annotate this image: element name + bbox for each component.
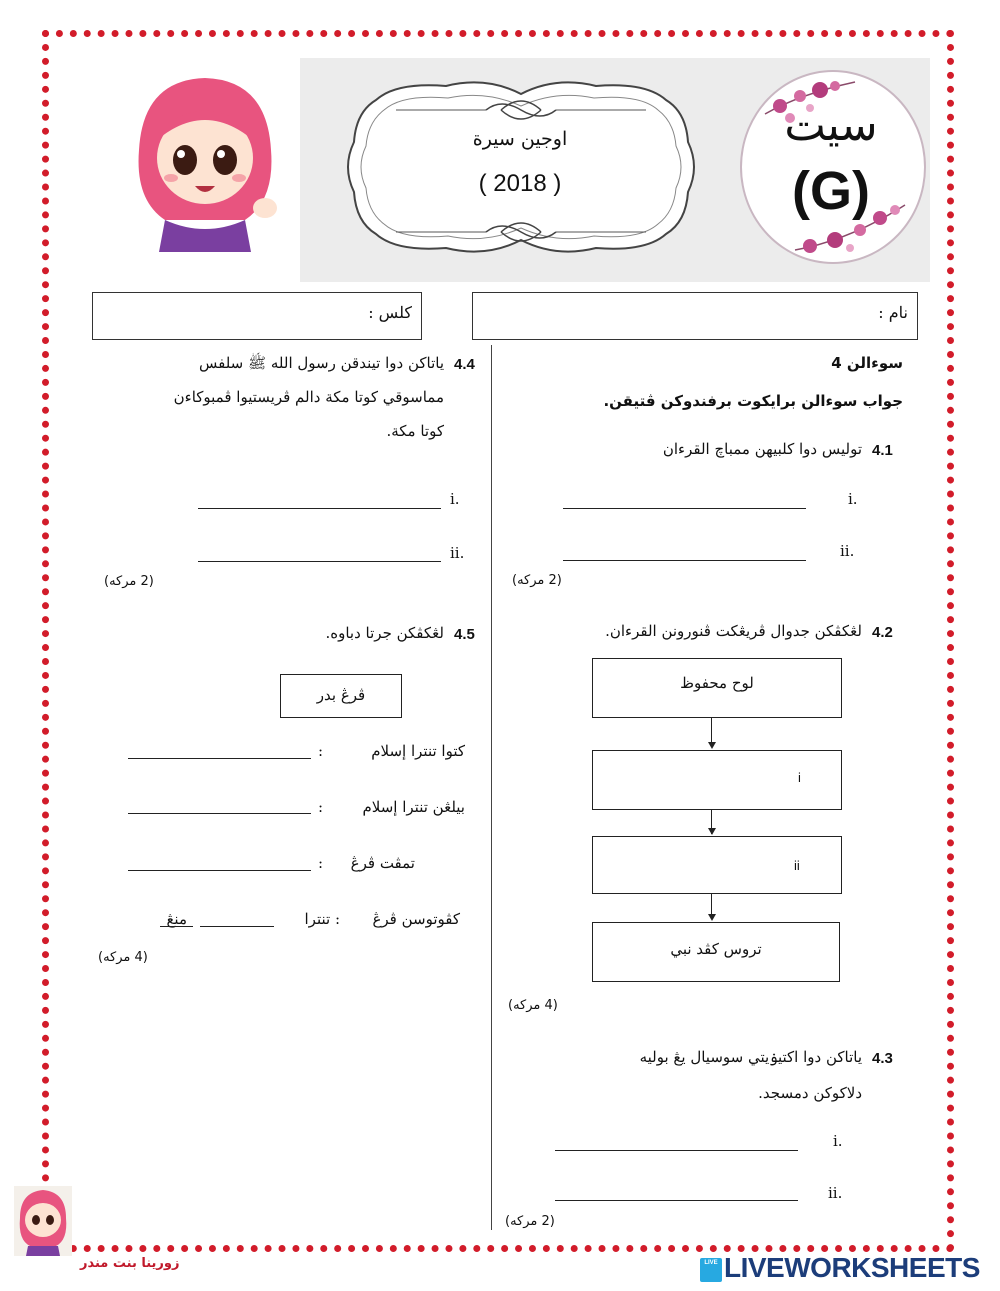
q41-answer2[interactable] <box>563 560 806 561</box>
name-label: نام : <box>878 303 908 322</box>
q42-marks: (4 مركه) <box>508 998 558 1013</box>
q45-row1-colon: : <box>318 742 324 760</box>
exam-year: ( 2018 ) <box>478 170 562 197</box>
q43-text-line1: ياتاكن دوا اكتيۏيتي سوسيال يڠ بوليه <box>639 1048 862 1066</box>
author-name: زورينا بنت مندر <box>80 1256 180 1271</box>
q44-text-line1: ياتاكن دوا تيندقن رسول الله ﷺ سلفس <box>198 354 444 372</box>
q45-row2-label: بيلڠن تنترا إسلام <box>362 798 465 816</box>
flow-arrow-3-head <box>708 914 716 921</box>
exam-title: اوجين سيرة <box>472 128 568 150</box>
q44-text-line3: كوتا مكة. <box>386 422 444 440</box>
q41-text: توليس دوا كلبيهن ممباچ القرءان <box>662 440 862 458</box>
q41-answer1[interactable] <box>563 508 806 509</box>
flow-arrow-1-head <box>708 742 716 749</box>
q44-opt2: ii. <box>450 544 465 562</box>
author-avatar <box>14 1186 72 1256</box>
q44-marks: (2 مركه) <box>104 574 154 589</box>
flow-box-2-label: i <box>798 770 801 785</box>
q44-answer2[interactable] <box>198 561 441 562</box>
liveworksheets-logo-icon <box>700 1258 722 1282</box>
logo-badge-text: LIVE <box>704 1260 718 1266</box>
flow-box-3[interactable] <box>592 836 842 894</box>
set-letter: (G) <box>792 161 870 221</box>
q45-row1-answer[interactable] <box>128 758 311 759</box>
q43-opt1: i. <box>833 1132 843 1150</box>
q44-opt1: i. <box>450 490 460 508</box>
q45-row3-answer[interactable] <box>128 870 311 871</box>
q45-row4-answer1[interactable] <box>200 926 274 927</box>
q45-row4-answer2[interactable] <box>160 926 193 927</box>
q41-number: 4.1 <box>872 442 893 459</box>
set-label: سيت <box>784 100 878 151</box>
q43-opt2: ii. <box>828 1184 843 1202</box>
flow-box-3-label: ii <box>794 858 800 873</box>
q45-number: 4.5 <box>454 626 475 643</box>
q41-opt2: ii. <box>840 542 855 560</box>
q43-marks: (2 مركه) <box>505 1214 555 1229</box>
q42-number: 4.2 <box>872 624 893 641</box>
q45-marks: (4 مركه) <box>98 950 148 965</box>
q42-text: لڠكڤكن جدوال ڤريڠكت ڤنورونن القرءان. <box>605 622 862 640</box>
q45-row4-label: كڤوتوسن ڤرڠ <box>372 910 460 928</box>
column-divider <box>491 345 492 1230</box>
title-plaque <box>336 72 706 262</box>
flow-arrow-2-head <box>708 828 716 835</box>
girl-avatar-illustration <box>125 70 285 252</box>
q45-boxed-label: ڤرڠ بدر <box>316 686 366 704</box>
q43-answer1[interactable] <box>555 1150 798 1151</box>
flow-box-2[interactable] <box>592 750 842 810</box>
liveworksheets-brand[interactable]: LIVEWORKSHEETS <box>724 1252 980 1283</box>
q45-text: لڠكڤكن جرتا دباوه. <box>325 624 444 642</box>
q45-row4-end: منڠ <box>166 910 187 928</box>
q44-number: 4.4 <box>454 356 475 373</box>
flow-box-4-label: تروس كڤد نبي <box>670 940 762 958</box>
q41-marks: (2 مركه) <box>512 573 562 588</box>
q45-row3-label: تمڤت ڤرڠ <box>350 854 415 872</box>
q43-text-line2: دلاكوكن دمسجد. <box>758 1084 862 1102</box>
q45-row3-colon: : <box>318 854 324 872</box>
q45-row2-colon: : <box>318 798 324 816</box>
q45-row2-answer[interactable] <box>128 813 311 814</box>
flow-box-1-label: لوح محفوظ <box>680 674 754 692</box>
q45-row4-mid: : تنترا <box>304 910 340 928</box>
q44-answer1[interactable] <box>198 508 441 509</box>
q43-number: 4.3 <box>872 1050 893 1067</box>
section-instruction: جواب سوءالن برايكوت برفندوكن ڤتيقن. <box>603 392 903 410</box>
class-label: كلس : <box>368 303 412 322</box>
section-title: سوءالن 4 <box>831 354 903 372</box>
exam-year-value: 2018 <box>493 170 547 197</box>
q43-answer2[interactable] <box>555 1200 798 1201</box>
q44-text-line2: مماسوقي كوتا مكة دالم ڤريستيوا ڤمبوكاءن <box>173 388 444 406</box>
q45-row1-label: كتوا تنترا إسلام <box>371 742 465 760</box>
q41-opt1: i. <box>848 490 858 508</box>
